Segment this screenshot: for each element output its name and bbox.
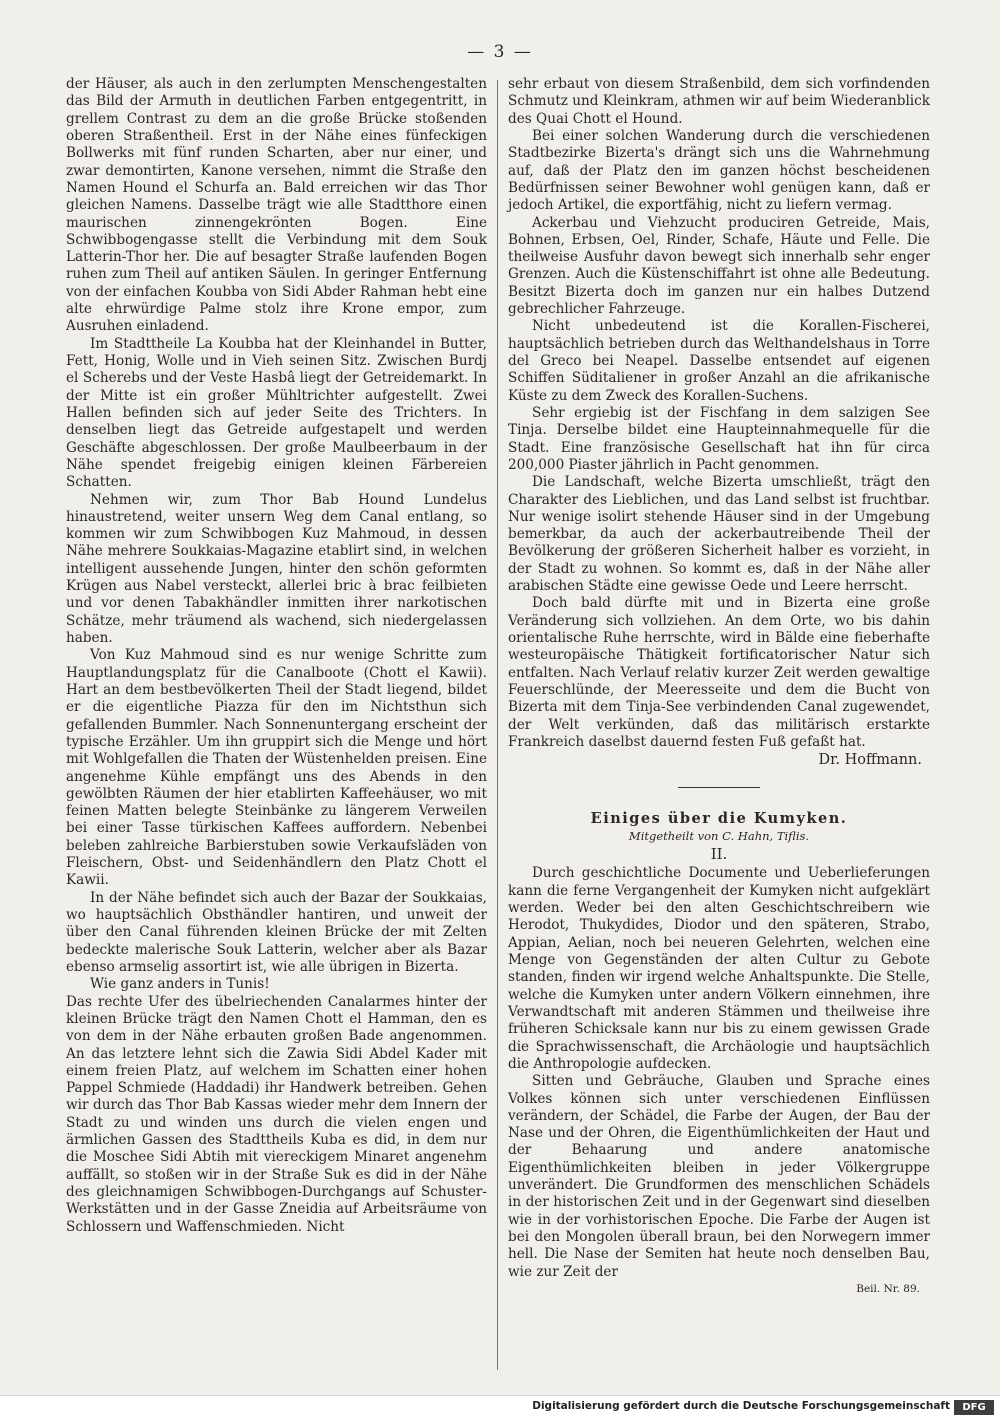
paragraph: Bei einer solchen Wanderung durch die verschiedenen Stadtbezirke Bizerta's drängt sich uns die Wahrnehmung auf, daß der Platz den im ganzen höchst bescheidenen Bedürfnissen seiner Bewohner wohl genügen kann, daß er jedoch Artikel, die exportfähig, nicht zu liefern vermag. — [508, 127, 930, 214]
paragraph: Das rechte Ufer des übelriechenden Canalarmes hinter der kleinen Brücke trägt den Namen Chott el Hamman, den es von dem in der Nähe erbauten großen Bade angenommen. An das letztere lehnt sich die Zawia Sidi Abdel Kader mit einem freien Platz, auf welchem im Schatten einer hohen Pappel Schmiede (Haddadi) ihr Handwerk betreiben. Gehen wir durch das Thor Bab Kassas wieder mehr dem Innern der Stadt zu und winden uns durch die vielen engen und ärmlichen Gassen des Stadttheils Kuba es did, in dem nur die Moschee Sidi Abtih mit viereckigem Minaret angenehm auffällt, so stoßen wir in der Straße Suk es did in der Nähe des gleichnamigen Schwibbogen-Durchgangs auf Schuster-Werkstätten und in der Gasse Zneidia auf Arbeitsräume von Schlossern und Waffenschmieden. Nicht — [66, 993, 487, 1235]
supplement-reference: Beil. Nr. 89. — [856, 1282, 920, 1295]
paragraph: Die Landschaft, welche Bizerta umschließt, trägt den Charakter des Lieblichen, und das Land selbst ist fruchtbar. Nur wenige isolirt stehende Häuser sind in der Umgebung bemerkbar, da auch der ackerbautreibende Theil der Bevölkerung der größeren Sicherheit halber es vorzieht, in der Stadt zu wohnen. So kommt es, daß in der Nähe aller arabischen Städte eine gewisse Oede und Leere herrscht. — [508, 474, 930, 595]
paragraph: Ackerbau und Viehzucht produciren Getreide, Mais, Bohnen, Erbsen, Oel, Rinder, Schafe, Häute und Felle. Die theilweise Ausfuhr davon bewegt sich innerhalb sehr enger Grenzen. Auch die Küstenschiffahrt ist ohne alle Bedeutung. Besitzt Bizerta doch im ganzen nur ein halbes Dutzend gebrechlicher Fahrzeuge. — [508, 214, 930, 318]
paragraph: Sehr ergiebig ist der Fischfang in dem salzigen See Tinja. Derselbe bildet eine Haupteinnahmequelle für die Stadt. Eine französische Gesellschaft hat ihn für circa 200,000 Piaster jährlich in Pacht genommen. — [508, 404, 930, 473]
paragraph: Im Stadttheile La Koubba hat der Kleinhandel in Butter, Fett, Honig, Wolle und in Vieh seinen Sitz. Zwischen Burdj el Scherebs und der Veste Hasbâ liegt der Getreidemarkt. In der Mitte ist ein großer Mühltrichter aufgestellt. Zwei Hallen befinden sich auf jeder Seite des Trichters. In denselben liegt das Getreide aufgestapelt und werden Geschäfte abgeschlossen. Der große Maulbeerbaum in der Nähe spendet freigebig einigen kleinen Färbereien Schatten. — [66, 335, 487, 491]
page-number: — 3 — — [467, 42, 533, 62]
paragraph: Durch geschichtliche Documente und Ueberlieferungen kann die ferne Vergangenheit der Kumyken nicht aufgeklärt werden. Weder bei den alten Geschichtschreibern wie Herodot, Thukydides, Diodor und den späteren, Strabo, Appian, Aelian, noch bei neueren Gelehrten, welchen eine Menge von Gegenständen der alten Cultur zu Gebote standen, finden wir irgend welche Anhaltspunkte. Die Stelle, welche die Kumyken unter andern Völkern einnehmen, ihre Verwandtschaft mit anderen Stämmen und theilweise ihre früheren Schicksale kann nur bis zu einem gewissen Grade die Sprachwissenschaft, die Archäologie und hauptsächlich die Anthropologie aufdecken. — [508, 865, 930, 1072]
column-right — [508, 76, 930, 1298]
footer-text: Digitalisierung gefördert durch die Deutsche Forschungsgemeinschaft — [532, 1400, 950, 1412]
paragraph: sehr erbaut von diesem Straßenbild, dem sich vorfindenden Schmutz und Kleinkram, athmen wir auf beim Wiederanblick des Quai Chott el Hound. — [508, 76, 930, 127]
paragraph: Sitten und Gebräuche, Glauben und Sprache eines Volkes können sich unter verschiedenen Einflüssen verändern, der Schädel, die Farbe der Augen, der Bau der Nase und der Ohren, die Eigenthümlichkeiten der Haut und der Behaarung und andere anatomische Eigenthümlichkeiten bleiben in jeder Völkergruppe unverändert. Die Grundformen des menschlichen Schädels in der historischen Zeit und in der Gegenwart sind dieselben wie in der vorhistorischen Epoche. Die Farbe der Augen ist bei den Mongolen überall braun, bei den Norwegern immer hell. Die Nase der Semiten hat heute noch denselben Bau, wie zur Zeit der — [508, 1073, 930, 1280]
section-divider — [678, 787, 760, 788]
signature: Dr. Hoffmann. — [818, 752, 922, 769]
column-left — [66, 76, 487, 1236]
paragraph: Von Kuz Mahmoud sind es nur wenige Schritte zum Hauptlandungsplatz für die Canalboote (Chott el Kawii). Hart an dem bestbevölkerten Theil der Stadt liegend, bildet er die eigentliche Piazza für den im Nichtsthun sich gefallenden Bummler. Nach Sonnenuntergang erscheint der typische Erzähler. Um ihn gruppirt sich die Menge und hört mit Wohlgefallen die Thaten der Wüstenhelden preisen. Eine angenehme Kühle empfängt uns des Abends in den gewölbten Räumen der hier etablirten Kaffeehäuser, wo mit feinen Matten belegte Steinbänke zu längerem Verweilen bei einer Tasse türkischen Kaffees auffordern. Nebenbei beleben zahlreiche Barbierstuben sowie Verkaufsläden von Fleischern, Obst- und Seidenhändlern den Platz Chott el Kawii. — [66, 647, 487, 889]
paragraph: In der Nähe befindet sich auch der Bazar der Soukkaias, wo hauptsächlich Obsthändler hantiren, und unweit der über den Canal führenden kleinen Brücke der mit Zelten bedeckte malerische Souk Latterin, welcher aber als Bazar ebenso armselig assortirt ist, wie alle übrigen in Bizerta. — [66, 889, 487, 975]
article-part: II. — [710, 845, 728, 864]
right-paragraphs — [508, 76, 930, 751]
paragraph: Doch bald dürfte mit und in Bizerta eine große Veränderung sich vollziehen. An dem Orte, wo bis dahin orientalische Ruhe herrschte, wird in Bälde eine fieberhafte westeuropäische Thätigkeit fortificatorischer Natur sich entfalten. Nach Verlauf relativ kurzer Zeit werden gewaltige Feuerschlünde, der Meeresseite und dem die Bucht von Bizerta mit dem Tinja-See verbindenden Canal zugewendet, der Welt verkünden, daß das militärisch erstarkte Frankreich daselbst dauernd festen Fuß gefaßt hat. — [508, 595, 930, 750]
dfg-logo: DFG — [954, 1400, 994, 1415]
article-title: Einiges über die Kumyken. — [590, 809, 848, 827]
article-paragraphs — [508, 865, 930, 1281]
paragraph: Nicht unbedeutend ist die Korallen-Fischerei, hauptsächlich betrieben durch das Welthandelshaus in Torre del Greco bei Neapel. Dasselbe entsendet auf eigenen Schiffen Süditaliener in großer Anzahl an die afrikanische Küste zu dem Zweck des Korallen-Suchens. — [508, 318, 930, 404]
paragraph: Nehmen wir, zum Thor Bab Hound Lundelus hinaustretend, weiter unsern Weg dem Canal entlang, so kommen wir zum Schwibbogen Kuz Mahmoud, in dessen Nähe mehrere Soukkaias-Magazine etablirt sind, in welchen intelligent aussehende Jungen, hinter den schön geformten Krügen aus Nabel versteckt, allerlei bric à brac feilbieten und vor denen Tabakhändler inmitten ihrer narkotischen Schätze, mehr träumend als wachend, sich niedergelassen haben. — [66, 491, 487, 646]
footer-bar — [0, 1395, 1000, 1420]
article-byline: Mitgetheilt von C. Hahn, Tiflis. — [628, 828, 810, 843]
paragraph: der Häuser, als auch in den zerlumpten Menschengestalten das Bild der Armuth in deutlichen Farben entgegentritt, in grellem Contrast zu dem an die große Brücke stoßenden oberen Straßentheil. Erst in der Nähe eines fünfeckigen Bollwerks mit fünf runden Scharten, aber nur einer, und zwar demontirten, Kanone versehen, nimmt die Straße den Namen Hound el Schurfa an. Bald erreichen wir das Thor gleichen Namens. Dasselbe trägt wie alle Stadtthore einen maurischen zinnengekrönten Bogen. Eine Schwibbogengasse stellt die Verbindung mit dem Souk Latterin-Thor her. Die auf besagter Straße laufenden Bogen ruhen zum Theil auf antiken Säulen. In geringer Entfernung von der einfachen Koubba von Sidi Abder Rahman hebt eine alte ehrwürdige Palme stolz ihre Krone empor, zum Ausruhen einladend. — [66, 76, 487, 335]
column-rule — [497, 80, 498, 1370]
paragraph: Wie ganz anders in Tunis! — [90, 976, 270, 993]
